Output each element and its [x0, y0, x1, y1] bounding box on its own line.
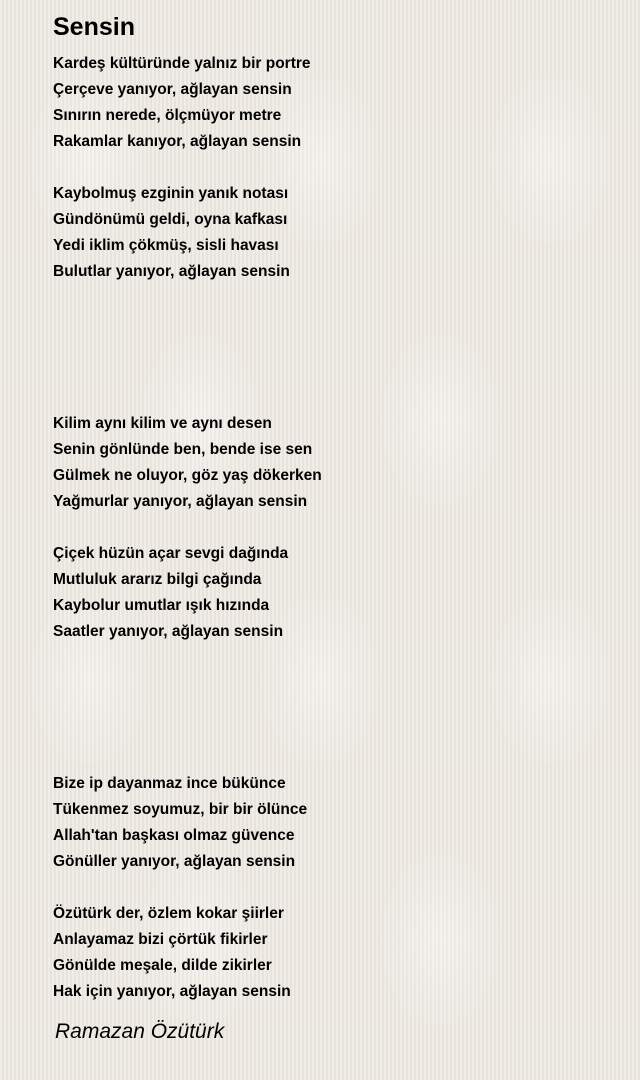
poem-line: Çerçeve yanıyor, ağlayan sensin — [53, 81, 292, 98]
poem-line: Saatler yanıyor, ağlayan sensin — [53, 623, 284, 640]
poem-line: Gönülde meşale, dilde zikirler — [53, 957, 272, 974]
poem-line: Gülmek ne oluyor, göz yaş dökerken — [53, 467, 322, 484]
poem-line: Yağmurlar yanıyor, ağlayan sensin — [53, 493, 308, 510]
poem-line: Kardeş kültüründe yalnız bir portre — [53, 55, 311, 72]
poem-line: Yedi iklim çökmüş, sisli havası — [53, 237, 279, 254]
poem-line: Gündönümü geldi, oyna kafkası — [53, 211, 288, 228]
poem-line: Kaybolmuş ezginin yanık notası — [53, 185, 289, 202]
stanza-6 — [53, 901, 291, 1005]
stanza-2 — [53, 181, 290, 285]
poem-author: Ramazan Özütürk — [55, 1020, 225, 1043]
poem-line: Hak için yanıyor, ağlayan sensin — [53, 983, 291, 1000]
stanza-3 — [53, 411, 322, 515]
poem-line: Mutluluk ararız bilgi çağında — [53, 571, 262, 588]
stanza-4 — [53, 541, 288, 645]
poem-line: Gönüller yanıyor, ağlayan sensin — [53, 853, 296, 870]
poem-line: Kilim aynı kilim ve aynı desen — [53, 415, 272, 432]
poem-line: Anlayamaz bizi çörtük fikirler — [53, 931, 268, 948]
poem-line: Senin gönlünde ben, bende ise sen — [53, 441, 313, 458]
poem-line: Allah'tan başkası olmaz güvence — [53, 827, 295, 844]
poem-line: Sınırın nerede, ölçmüyor metre — [53, 107, 282, 124]
poem-line: Bulutlar yanıyor, ağlayan sensin — [53, 263, 290, 280]
poem-line: Çiçek hüzün açar sevgi dağında — [53, 545, 289, 562]
poem-line: Bize ip dayanmaz ince bükünce — [53, 775, 286, 792]
stanza-5 — [53, 771, 307, 875]
poem-line: Tükenmez soyumuz, bir bir ölünce — [53, 801, 308, 818]
poem-line: Özütürk der, özlem kokar şiirler — [53, 905, 284, 922]
poem-title: Sensin — [53, 13, 135, 41]
stanza-1 — [53, 51, 311, 155]
poem-line: Kaybolur umutlar ışık hızında — [53, 597, 270, 614]
poem-line: Rakamlar kanıyor, ağlayan sensin — [53, 133, 302, 150]
